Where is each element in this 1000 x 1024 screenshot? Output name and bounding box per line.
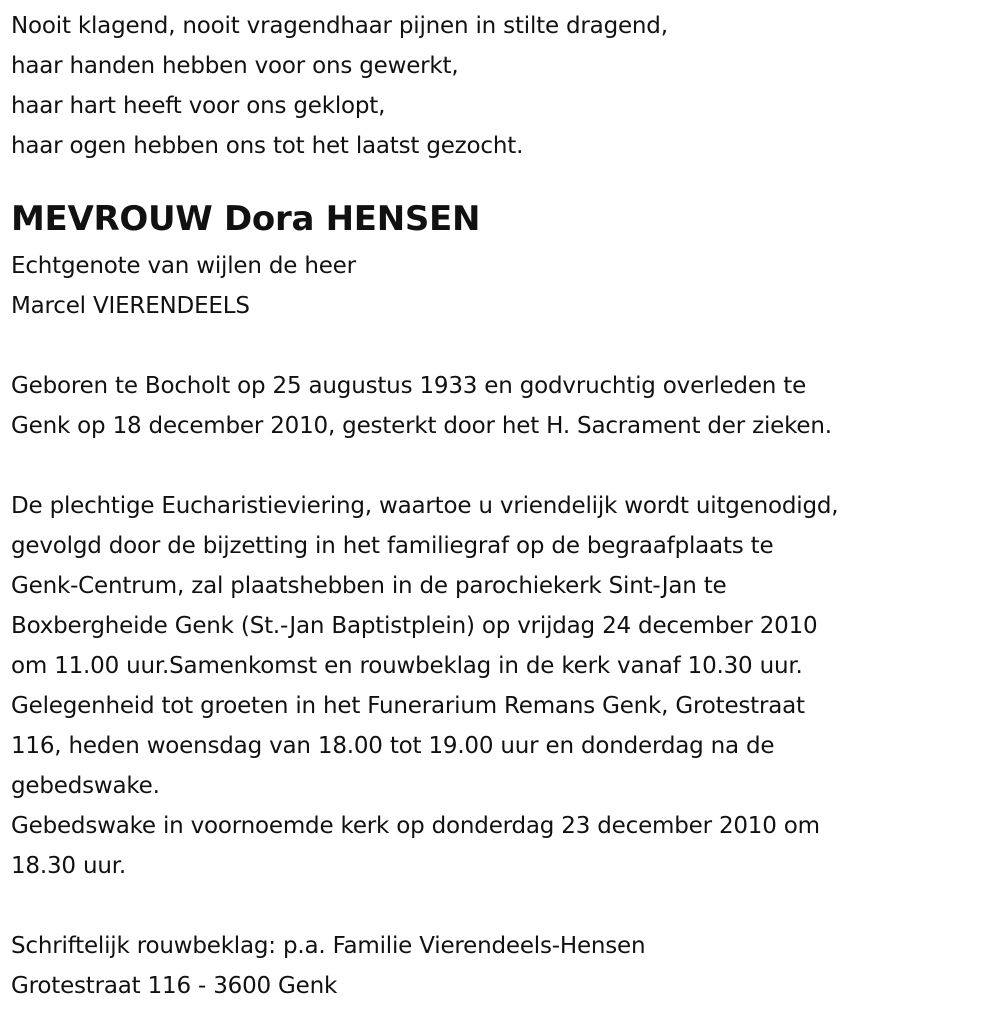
spouse-info (11, 246, 996, 326)
ceremony-info (11, 486, 996, 886)
ceremony-line: gebedswake. (11, 773, 160, 799)
poem-line: haar handen hebben voor ons gewerkt, (11, 53, 459, 79)
spouse-line: Marcel VIERENDEELS (11, 293, 250, 319)
condolence-address (11, 926, 996, 1006)
ceremony-line: De plechtige Eucharistieviering, waartoe u vriendelijk wordt uitgenodigd, (11, 493, 839, 519)
ceremony-line: Genk-Centrum, zal plaatshebben in de parochiekerk Sint-Jan te (11, 573, 727, 599)
birth-death-info (11, 366, 996, 446)
ceremony-line: gevolgd door de bijzetting in het familiegraf op de begraafplaats te (11, 533, 774, 559)
ceremony-line: Gelegenheid tot groeten in het Funerarium Remans Genk, Grotestraat (11, 693, 805, 719)
ceremony-line: 18.30 uur. (11, 853, 126, 879)
poem-line: haar ogen hebben ons tot het laatst gezocht. (11, 133, 524, 159)
birth-death-line: Genk op 18 december 2010, gesterkt door het H. Sacrament der zieken. (11, 413, 832, 439)
spouse-line: Echtgenote van wijlen de heer (11, 253, 356, 279)
ceremony-line: 116, heden woensdag van 18.00 tot 19.00 uur en donderdag na de (11, 733, 775, 759)
ceremony-line: Gebedswake in voornoemde kerk op donderdag 23 december 2010 om (11, 813, 820, 839)
poem (11, 6, 996, 166)
spacer (11, 446, 996, 486)
poem-line: haar hart heeft voor ons geklopt, (11, 93, 386, 119)
poem-line: Nooit klagend, nooit vragendhaar pijnen in stilte dragend, (11, 13, 668, 39)
ceremony-line: Boxbergheide Genk (St.-Jan Baptistplein) op vrijdag 24 december 2010 (11, 613, 818, 639)
deceased-name: MEVROUW Dora HENSEN (11, 199, 481, 239)
ceremony-line: om 11.00 uur.Samenkomst en rouwbeklag in de kerk vanaf 10.30 uur. (11, 653, 803, 679)
spacer (11, 886, 996, 926)
spacer (11, 326, 996, 366)
birth-death-line: Geboren te Bocholt op 25 augustus 1933 en godvruchtig overleden te (11, 373, 807, 399)
address-line: Grotestraat 116 - 3600 Genk (11, 973, 338, 999)
address-line: Schriftelijk rouwbeklag: p.a. Familie Vierendeels-Hensen (11, 933, 646, 959)
obituary-notice (11, 6, 996, 1006)
